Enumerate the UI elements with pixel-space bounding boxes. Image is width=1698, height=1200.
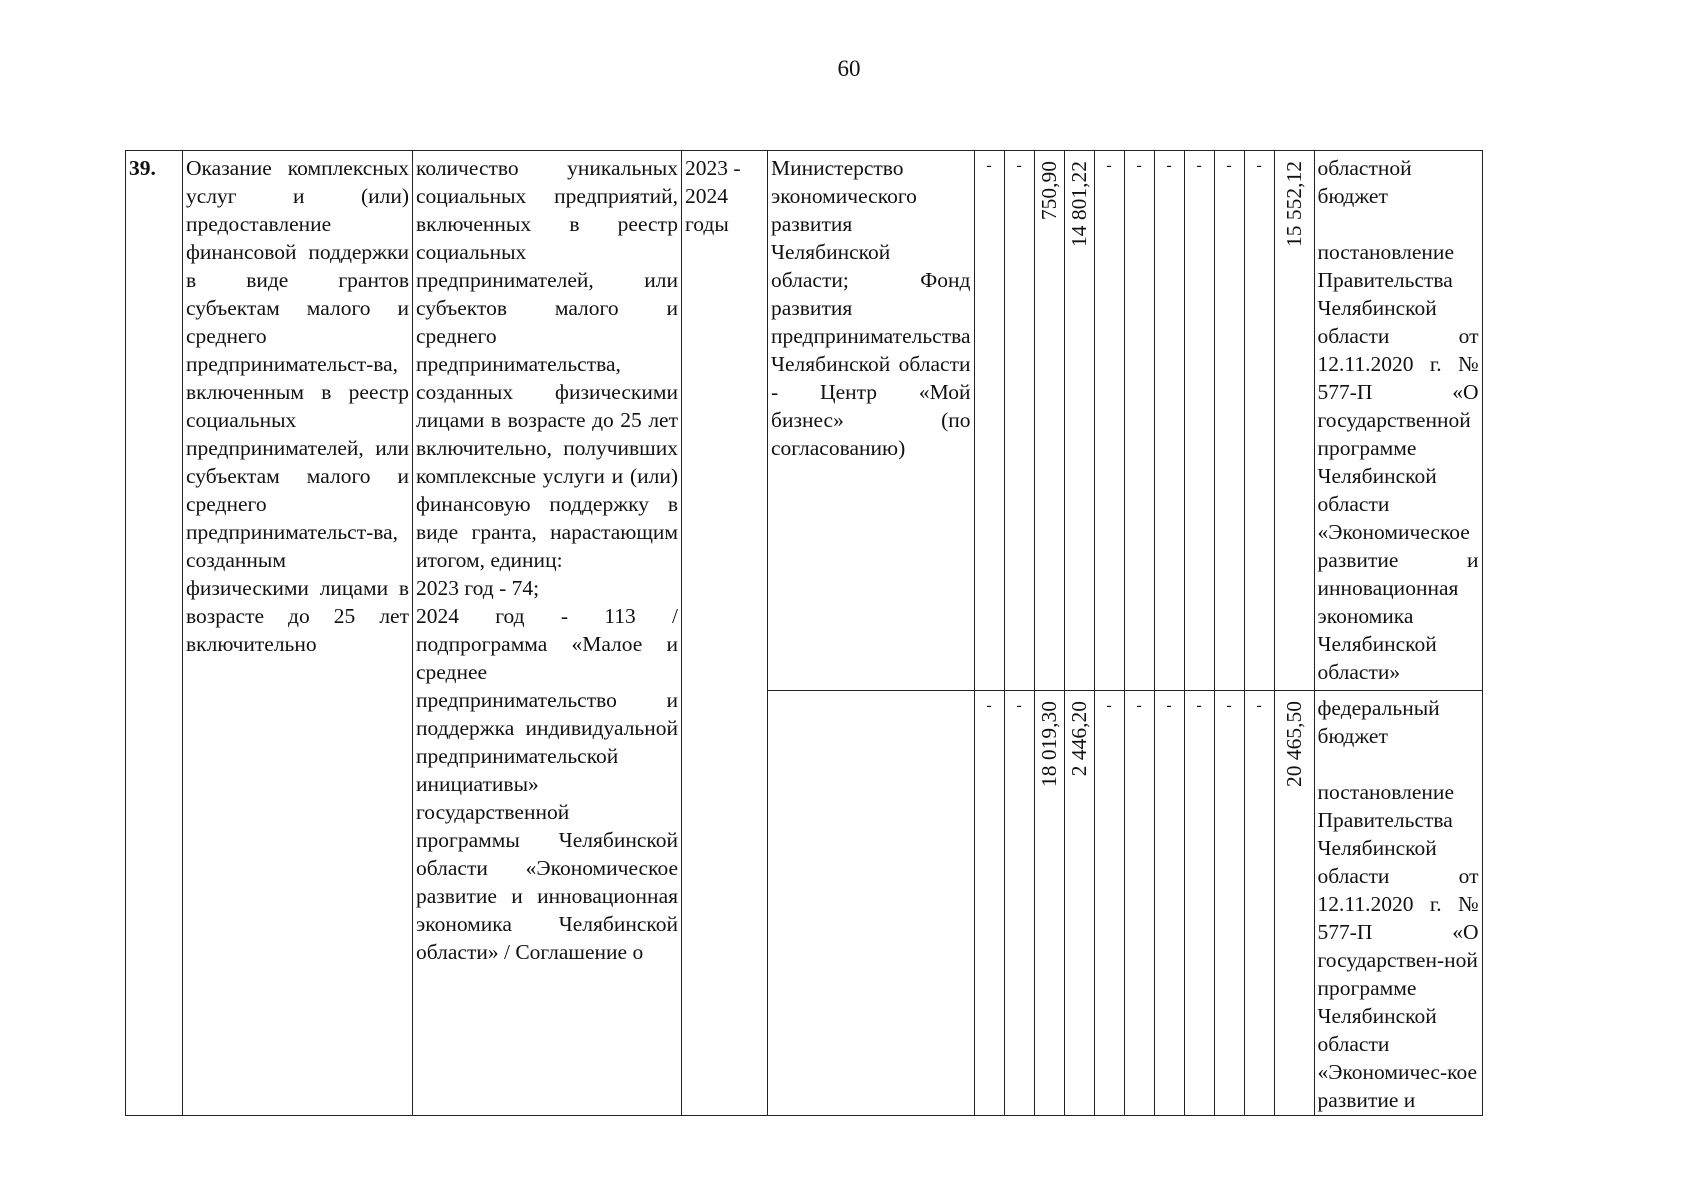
period: 2023 - 2024 годы [682, 151, 768, 1116]
total-regional: 15 552,12 [1274, 151, 1314, 691]
empty-cell: - [1244, 151, 1274, 691]
value-2024-federal: 2 446,20 [1064, 691, 1094, 1116]
event-name: Оказание комплексных услуг и (или) предоставление финансовой поддержки в виде грантов субъектам малого и среднего предпринимательст-ва, включенным в реестр социальных предпринимателей, или субъектам малого и среднего предпринимательст-ва, созданным физическими лицами в возрасте до 25 лет включительно [183, 151, 413, 1116]
total-federal: 20 465,50 [1274, 691, 1314, 1116]
executor: Министерство экономического развития Челябинской области; Фонд развития предпринимательства Челябинской области - Центр «Мой бизнес» (по согласованию) [768, 151, 975, 691]
empty-cell: - [1094, 691, 1124, 1116]
funding-source-regional: областной бюджет постановление Правительства Челябинской области от 12.11.2020 г. № 577-П «О государственной программе Челябинской области «Экономическое развитие и инновационная экономика Челябинской области» [1314, 151, 1482, 691]
empty-cell: - [1154, 691, 1184, 1116]
row-number: 39. [126, 151, 183, 1116]
empty-cell: - [1244, 691, 1274, 1116]
table-row [126, 151, 1483, 691]
value-2024-regional: 14 801,22 [1064, 151, 1094, 691]
value-2023-regional: 750,90 [1034, 151, 1064, 691]
executor-empty [768, 691, 975, 1116]
empty-cell: - [1214, 151, 1244, 691]
indicator-text: количество уникальных социальных предприятий, включенных в реестр социальных предпринимателей, или субъектов малого и среднего предпринимательства, созданных физическими лицами в возрасте до 25 лет включительно, получивших комплексные услуги и (или) финансовую поддержку в виде гранта, нарастающим итогом, единиц: 2023 год - 74; 2024 год - 113 / подпрограмма «Малое и среднее предпринимательство и поддержка индивидуальной предпринимательской инициативы» государственной программы Челябинской области «Экономическое развитие и инновационная экономика Челябинской области» / Соглашение о [413, 151, 682, 1116]
value-2023-federal: 18 019,30 [1034, 691, 1064, 1116]
empty-cell: - [1154, 151, 1184, 691]
page-number: 60 [837, 56, 861, 81]
empty-cell: - [1004, 691, 1034, 1116]
program-table [125, 150, 1483, 1116]
empty-cell: - [1214, 691, 1244, 1116]
empty-cell: - [1124, 691, 1154, 1116]
empty-cell: - [1004, 151, 1034, 691]
empty-cell: - [1184, 691, 1214, 1116]
funding-source-federal: федеральный бюджет постановление Правительства Челябинской области от 12.11.2020 г. № 577-П «О государствен-ной программе Челябинской области «Экономичес-кое развитие и [1314, 691, 1482, 1116]
empty-cell: - [974, 691, 1004, 1116]
empty-cell: - [1094, 151, 1124, 691]
empty-cell: - [1184, 151, 1214, 691]
empty-cell: - [1124, 151, 1154, 691]
empty-cell: - [974, 151, 1004, 691]
